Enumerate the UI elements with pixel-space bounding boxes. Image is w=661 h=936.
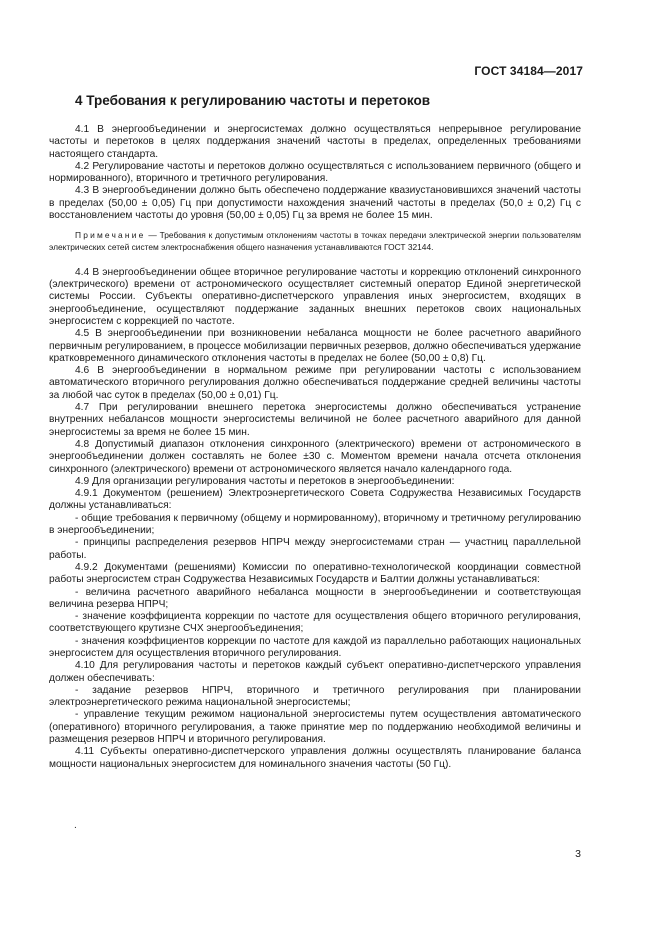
paragraph-4-7: 4.7 При регулировании внешнего перетока энергосистемы должно обеспечиваться устранение внутренних небалансов мощности энергосистемы величиной не более расчетного аварийного для данной энергосистемы за время не более 15 мин. bbox=[49, 402, 581, 438]
document-body bbox=[49, 124, 581, 771]
paragraph-4-9: 4.9 Для организации регулирования частоты и перетоков в энергообъединении: bbox=[75, 475, 455, 487]
list-item: - значения коэффициентов коррекции по частоте для каждой из параллельно работающих национальных энергосистем для осуществления вторичного регулирования. bbox=[49, 635, 581, 659]
note-text: — Требования к допустимым отклонениям частоты в точках передачи электрической энергии пользователям электрических сетей систем электроснабжения общего назначения устанавливаются ГОСТ 32144. bbox=[49, 230, 581, 252]
list-item: - управление текущим режимом национальной энергосистемы путем осуществления автоматического (оперативного) вторичного регулирования, а также принятие мер по поддержанию необходимой величины и размещения резервов НПРЧ и вторичного регулирования. bbox=[49, 709, 581, 746]
list-item: - величина расчетного аварийного небаланса мощности в энергообъединении и соответствующая величина резерва НПРЧ; bbox=[49, 586, 581, 610]
paragraph-4-5: 4.5 В энергообъединении при возникновении небаланса мощности не более расчетного аварийного первичным регулированием, в процессе мобилизации первичных резервов, должно обеспечиваться удержание кратковременного динамического отклонения частоты в пределах не более (50,00 ± 0,8) Гц. bbox=[49, 328, 581, 364]
list-item: - значение коэффициента коррекции по частоте для осуществления общего вторичного регулирования, соответствующего крутизне СЧХ энергообъединения; bbox=[49, 611, 581, 635]
list-item: - общие требования к первичному (общему и нормированному), вторичному и третичному регулированию в энергообъединении; bbox=[49, 512, 581, 537]
paragraph-4-9-1: 4.9.1 Документом (решением) Электроэнергетического Совета Содружества Независимых Государств должны устанавливаться: bbox=[49, 488, 581, 512]
standard-code: ГОСТ 34184—2017 bbox=[474, 64, 583, 78]
note bbox=[49, 230, 581, 252]
stray-dot: . bbox=[74, 820, 77, 831]
paragraph-4-11: 4.11 Субъекты оперативно-диспетчерского управления должны осуществлять планирование баланса мощности национальных энергосистем для номинального значения частоты (50 Гц). bbox=[49, 746, 581, 770]
note-label: Примечание bbox=[75, 230, 146, 241]
paragraph-4-8: 4.8 Допустимый диапазон отклонения синхронного (электрического) времени от астрономического в энергообъединении должен составлять не более ±30 с. Моментом времени начала отсчета отклонения синхронного (электрического) времени от астрономического является начало календарного года. bbox=[49, 438, 581, 475]
paragraph-4-4: 4.4 В энергообъединении общее вторичное регулирование частоты и коррекцию отклонений синхронного (электрического) времени от астрономического осуществляет системный оператор Единой энергетической системы России. Субъекты оперативно-диспетчерского управления иных энергосистем, входящих в энергообъединение, осуществляют поддержание заданных внешних перетоков своих национальных энергосистем с коррекцией по частоте. bbox=[49, 266, 581, 327]
paragraph-4-1: 4.1 В энергообъединении и энергосистемах должно осуществляться непрерывное регулирование частоты и перетоков в целях поддержания значений частоты в пределах, определенных требованиями настоящего стандарта. bbox=[49, 124, 581, 160]
page-number: 3 bbox=[575, 848, 581, 860]
section-title: 4 Требования к регулированию частоты и перетоков bbox=[75, 93, 430, 108]
list-item: - принципы распределения резервов НПРЧ между энергосистемами стран — участниц параллельной работы. bbox=[49, 537, 581, 561]
paragraph-4-10: 4.10 Для регулирования частоты и перетоков каждый субъект оперативно-диспетчерского управления должен обеспечивать: bbox=[49, 660, 581, 684]
paragraph-4-6: 4.6 В энергообъединении в нормальном режиме при регулировании частоты с использованием автоматического вторичного регулирования должно обеспечиваться поддержание средней величины частоты за любой час суток в пределах (50,00 ± 0,01) Гц. bbox=[49, 365, 581, 401]
list-item: - задание резервов НПРЧ, вторичного и третичного регулирования при планировании электроэнергетического режима национальной энергосистемы; bbox=[49, 684, 581, 709]
paragraph-4-3: 4.3 В энергообъединении должно быть обеспечено поддержание квазиустановившихся значений частоты в пределах (50,00 ± 0,05) Гц при допустимости нахождения значений частоты в пределах (50,0 ± 0,2) Гц с восстановлением частоты до уровня (50,00 ± 0,05) Гц за время не более 15 мин. bbox=[49, 185, 581, 222]
paragraph-4-2: 4.2 Регулирование частоты и перетоков должно осуществляться с использованием первичного (общего и нормированного), вторичного и третичного регулирования. bbox=[49, 160, 581, 185]
paragraph-4-9-2: 4.9.2 Документами (решениями) Комиссии по оперативно-технологической координации совместной работы энергосистем стран Содружества Независимых Государств и Балтии должны устанавливаться: bbox=[49, 561, 581, 586]
